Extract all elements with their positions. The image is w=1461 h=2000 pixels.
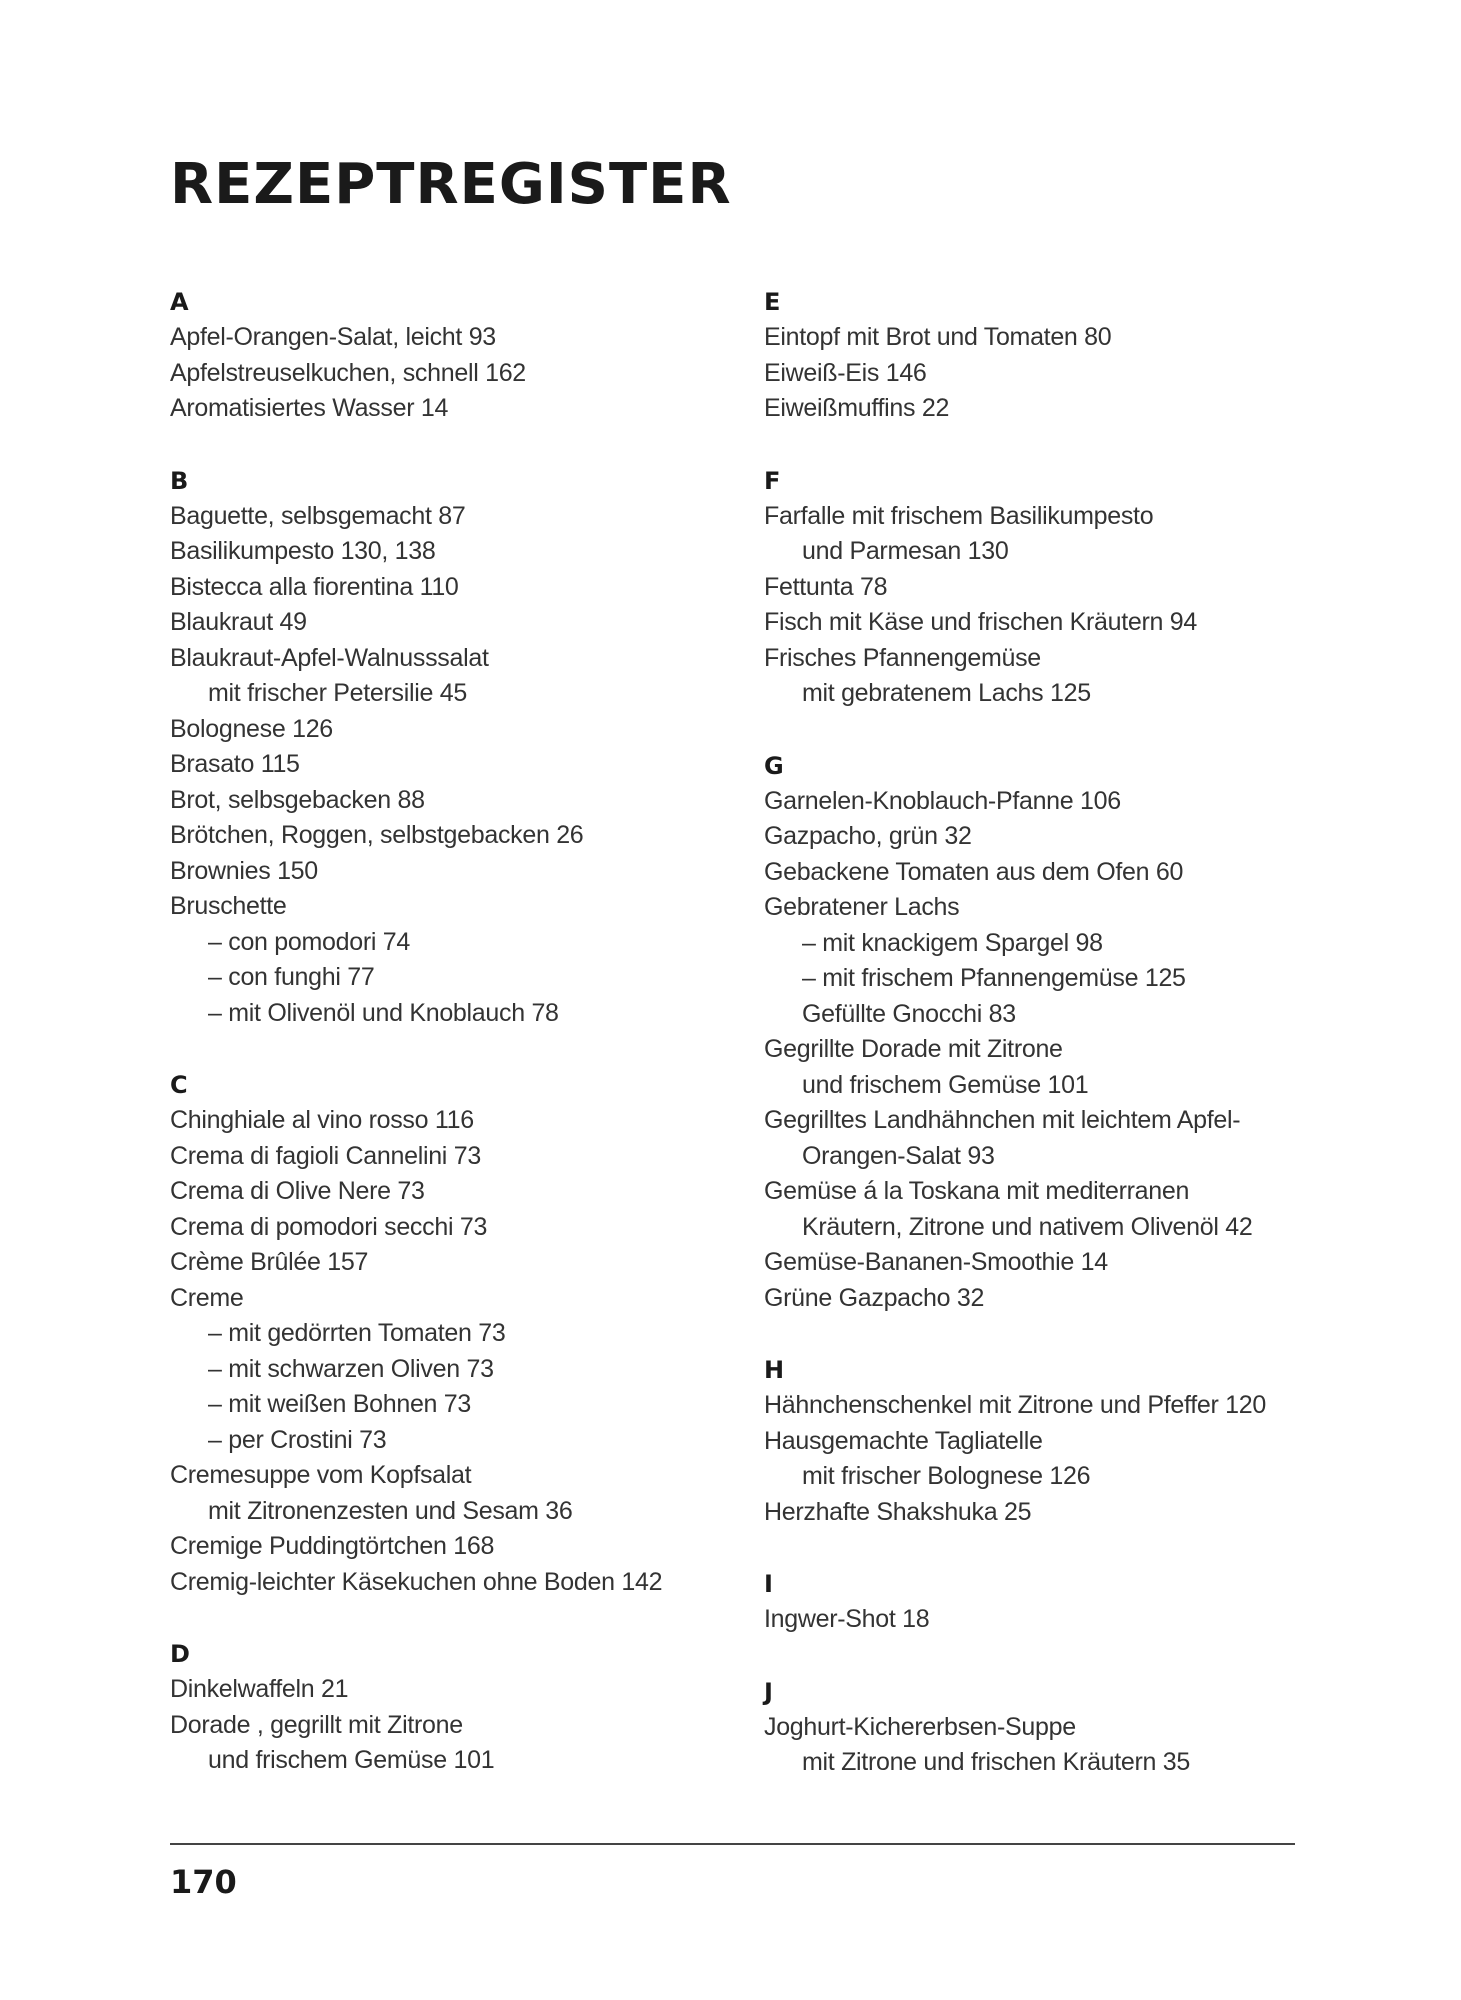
index-entry: Brownies 150 bbox=[170, 856, 318, 885]
section-letter: E bbox=[764, 288, 781, 316]
section-letter: A bbox=[170, 288, 189, 316]
index-entry: Gegrilltes Landhähnchen mit leichtem Apfel- bbox=[764, 1106, 1241, 1134]
index-entry: – mit weißen Bohnen 73 bbox=[208, 1390, 472, 1418]
index-entry: Orangen-Salat 93 bbox=[802, 1141, 995, 1170]
index-entry: Kräutern, Zitrone und nativem Olivenöl 42 bbox=[802, 1212, 1253, 1241]
index-entry: Cremig-leichter Käsekuchen ohne Boden 142 bbox=[170, 1567, 663, 1596]
index-entry: Dinkelwaffeln 21 bbox=[170, 1675, 349, 1703]
index-entry: Creme bbox=[170, 1283, 244, 1312]
index-entry: Blaukraut 49 bbox=[170, 608, 307, 636]
index-entry: mit gebratenem Lachs 125 bbox=[802, 679, 1091, 707]
index-entry: Crème Brûlée 157 bbox=[170, 1248, 369, 1276]
index-section-f bbox=[764, 463, 1324, 712]
index-entry: und frischem Gemüse 101 bbox=[208, 1746, 495, 1774]
index-entry: Gebratener Lachs bbox=[764, 893, 960, 921]
index-entry: Grüne Gazpacho 32 bbox=[764, 1283, 985, 1312]
index-entry: und Parmesan 130 bbox=[802, 537, 1009, 565]
index-entry: – con funghi 77 bbox=[208, 963, 375, 991]
index-entry: Gemüse-Bananen-Smoothie 14 bbox=[764, 1248, 1108, 1276]
index-entry: Dorade , gegrillt mit Zitrone bbox=[170, 1710, 463, 1739]
footer-rule bbox=[170, 1843, 1295, 1845]
index-section-h bbox=[764, 1352, 1324, 1530]
index-entry: und frischem Gemüse 101 bbox=[802, 1070, 1089, 1099]
index-entry: – per Crostini 73 bbox=[208, 1425, 387, 1454]
index-column-left bbox=[170, 284, 730, 1815]
index-entry: Crema di pomodori secchi 73 bbox=[170, 1212, 488, 1241]
index-entry: mit frischer Petersilie 45 bbox=[208, 679, 467, 707]
index-section-e bbox=[764, 284, 1324, 427]
index-entry: Blaukraut-Apfel-Walnusssalat bbox=[170, 643, 489, 672]
index-entry: Herzhafte Shakshuka 25 bbox=[764, 1497, 1032, 1526]
index-entry: Brot, selbsgebacken 88 bbox=[170, 785, 425, 814]
index-section-c bbox=[170, 1067, 730, 1600]
index-entry: mit Zitronenzesten und Sesam 36 bbox=[208, 1496, 573, 1525]
index-entry: Gegrillte Dorade mit Zitrone bbox=[764, 1035, 1063, 1063]
section-letter: H bbox=[764, 1356, 785, 1384]
index-entry: Apfelstreuselkuchen, schnell 162 bbox=[170, 358, 526, 387]
index-entry: Crema di Olive Nere 73 bbox=[170, 1177, 425, 1205]
index-entry: mit frischer Bolognese 126 bbox=[802, 1462, 1091, 1490]
index-entry: Bolognese 126 bbox=[170, 714, 333, 743]
index-entry: Cremige Puddingtörtchen 168 bbox=[170, 1532, 495, 1560]
index-section-g bbox=[764, 748, 1324, 1317]
index-entry: Gebackene Tomaten aus dem Ofen 60 bbox=[764, 857, 1184, 886]
index-entry: Frisches Pfannengemüse bbox=[764, 643, 1041, 672]
index-entry: Baguette, selbsgemacht 87 bbox=[170, 501, 466, 530]
index-entry: Brasato 115 bbox=[170, 750, 300, 778]
section-letter: F bbox=[764, 466, 781, 495]
index-entry: Fisch mit Käse und frischen Kräutern 94 bbox=[764, 608, 1197, 636]
index-entry: Eintopf mit Brot und Tomaten 80 bbox=[764, 323, 1112, 351]
index-entry: Farfalle mit frischem Basilikumpesto bbox=[764, 501, 1154, 530]
index-entry: Brötchen, Roggen, selbstgebacken 26 bbox=[170, 821, 584, 849]
index-entry: – con pomodori 74 bbox=[208, 927, 410, 956]
index-entry: Basilikumpesto 130, 138 bbox=[170, 537, 436, 565]
index-entry: – mit schwarzen Oliven 73 bbox=[208, 1354, 494, 1383]
page-number: 170 bbox=[170, 1863, 237, 1901]
index-entry: Eiweiß-Eis 146 bbox=[764, 358, 927, 387]
index-section-a bbox=[170, 284, 730, 427]
index-section-j bbox=[764, 1674, 1324, 1781]
page-title: REZEPTREGISTER bbox=[170, 152, 732, 217]
index-entry: Aromatisiertes Wasser 14 bbox=[170, 394, 449, 422]
index-entry: – mit knackigem Spargel 98 bbox=[802, 928, 1103, 957]
index-entry: Crema di fagioli Cannelini 73 bbox=[170, 1141, 481, 1170]
index-column-right bbox=[764, 284, 1324, 1817]
index-entry: – mit frischem Pfannengemüse 125 bbox=[802, 964, 1186, 992]
index-entry: Joghurt-Kichererbsen-Suppe bbox=[764, 1712, 1076, 1741]
section-letter: J bbox=[764, 1677, 773, 1706]
index-section-b bbox=[170, 463, 730, 1032]
index-entry: Bistecca alla fiorentina 110 bbox=[170, 572, 459, 601]
index-section-d bbox=[170, 1636, 730, 1779]
index-entry: Hähnchenschenkel mit Zitrone und Pfeffer 120 bbox=[764, 1391, 1266, 1419]
index-entry: Gemüse á la Toskana mit mediterranen bbox=[764, 1177, 1190, 1205]
index-entry: Chinghiale al vino rosso 116 bbox=[170, 1106, 474, 1134]
section-letter: C bbox=[170, 1071, 188, 1099]
index-entry: Fettunta 78 bbox=[764, 572, 888, 601]
section-letter: B bbox=[170, 466, 189, 495]
index-entry: Garnelen-Knoblauch-Pfanne 106 bbox=[764, 786, 1121, 815]
section-letter: G bbox=[764, 751, 784, 780]
index-entry: Gazpacho, grün 32 bbox=[764, 822, 972, 850]
index-entry: – mit gedörrten Tomaten 73 bbox=[208, 1319, 506, 1347]
index-entry: Ingwer-Shot 18 bbox=[764, 1605, 930, 1633]
index-entry: mit Zitrone und frischen Kräutern 35 bbox=[802, 1748, 1191, 1776]
index-entry: Apfel-Orangen-Salat, leicht 93 bbox=[170, 323, 496, 351]
section-letter: I bbox=[764, 1570, 773, 1598]
index-entry: Eiweißmuffins 22 bbox=[764, 394, 950, 422]
index-entry: Bruschette bbox=[170, 892, 287, 920]
index-entry: Cremesuppe vom Kopfsalat bbox=[170, 1461, 472, 1489]
index-entry: – mit Olivenöl und Knoblauch 78 bbox=[208, 998, 559, 1027]
index-entry: Gefüllte Gnocchi 83 bbox=[802, 999, 1016, 1028]
index-section-i bbox=[764, 1566, 1324, 1638]
section-letter: D bbox=[170, 1640, 190, 1668]
index-entry: Hausgemachte Tagliatelle bbox=[764, 1426, 1043, 1455]
